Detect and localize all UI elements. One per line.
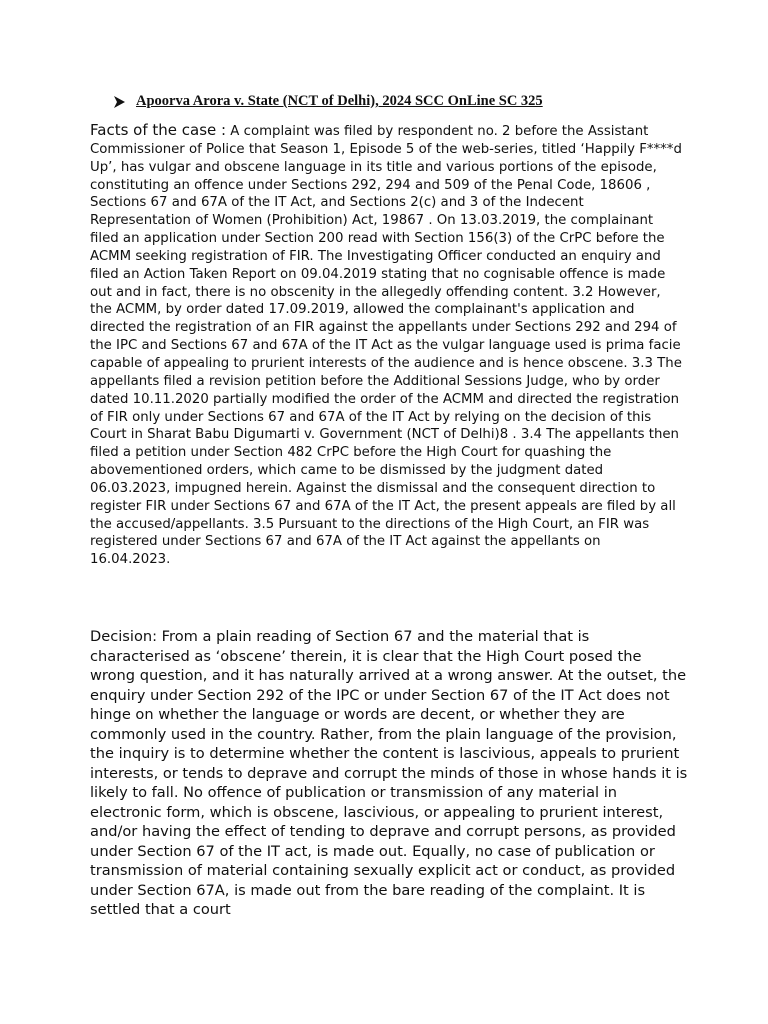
- case-title: Apoorva Arora v. State (NCT of Delhi), 2024 SCC OnLine SC 325: [136, 93, 543, 109]
- case-heading: [112, 93, 543, 110]
- facts-label: Facts of the case :: [90, 121, 227, 139]
- facts-paragraph: [90, 122, 682, 569]
- decision-paragraph: Decision: From a plain reading of Section 67 and the material that is characterised as ‘obscene’ therein, it is clear that the High Court posed the wrong question, and it has naturally arrived at a wrong answer. At the outset, the enquiry under Section 292 of the IPC or under Section 67 of the IT Act does not hinge on whether the language or words are decent, or whether they are commonly used in the country. Rather, from the plain language of the provision, the inquiry is to determine whether the content is lascivious, appeals to prurient interests, or tends to deprave and corrupt the minds of those in whose hands it is likely to fall. No offence of publication or transmission of any material in electronic form, which is obscene, lascivious, or appealing to prurient interest, and/or having the effect of tending to deprave and corrupt persons, as provided under Section 67 of the IT act, is made out. Equally, no case of publication or transmission of material containing sexually explicit act or conduct, as provided under Section 67A, is made out from the bare reading of the complaint. It is settled that a court: [90, 628, 688, 918]
- facts-body: A complaint was filed by respondent no. 2 before the Assistant Commissioner of Police that Season 1, Episode 5 of the web-series, titled ‘Happily F****d Up’, has vulgar and obscene language in its title and various portions of the episode, constituting an offence under Sections 292, 294 and 509 of the Penal Code, 18606 , Sections 67 and 67A of the IT Act, and Sections 2(c) and 3 of the Indecent Representation of Women (Prohibition) Act, 19867 . On 13.03.2019, the complainant filed an application under Section 200 read with Section 156(3) of the CrPC before the ACMM seeking registration of FIR. The Investigating Officer conducted an enquiry and filed an Action Taken Report on 09.04.2019 stating that no cognisable offence is made out and in fact, there is no obscenity in the allegedly offending content. 3.2 However, the ACMM, by order dated 17.09.2019, allowed the complainant's application and directed the registration of an FIR against the appellants under Sections 292 and 294 of the IPC and Sections 67 and 67A of the IT Act as the vulgar language used is prima facie capable of appealing to prurient interests of the audience and is hence obscene. 3.3 The appellants filed a revision petition before the Additional Sessions Judge, who by order dated 10.11.2020 partially modified the order of the ACMM and directed the registration of FIR only under Sections 67 and 67A of the IT Act by relying on the decision of this Court in Sharat Babu Digumarti v. Government (NCT of Delhi)8 . 3.4 The appellants then filed a petition under Section 482 CrPC before the High Court for quashing the abovementioned orders, which came to be dismissed by the judgment dated 06.03.2023, impugned herein. Against the dismissal and the consequent direction to register FIR under Sections 67 and 67A of the IT Act, the present appeals are filed by all the accused/appellants. 3.5 Pursuant to the directions of the High Court, an FIR was registered under Sections 67 and 67A of the IT Act against the appellants on 16.04.2023.: [90, 124, 682, 568]
- arrow-bullet-icon: [112, 95, 126, 109]
